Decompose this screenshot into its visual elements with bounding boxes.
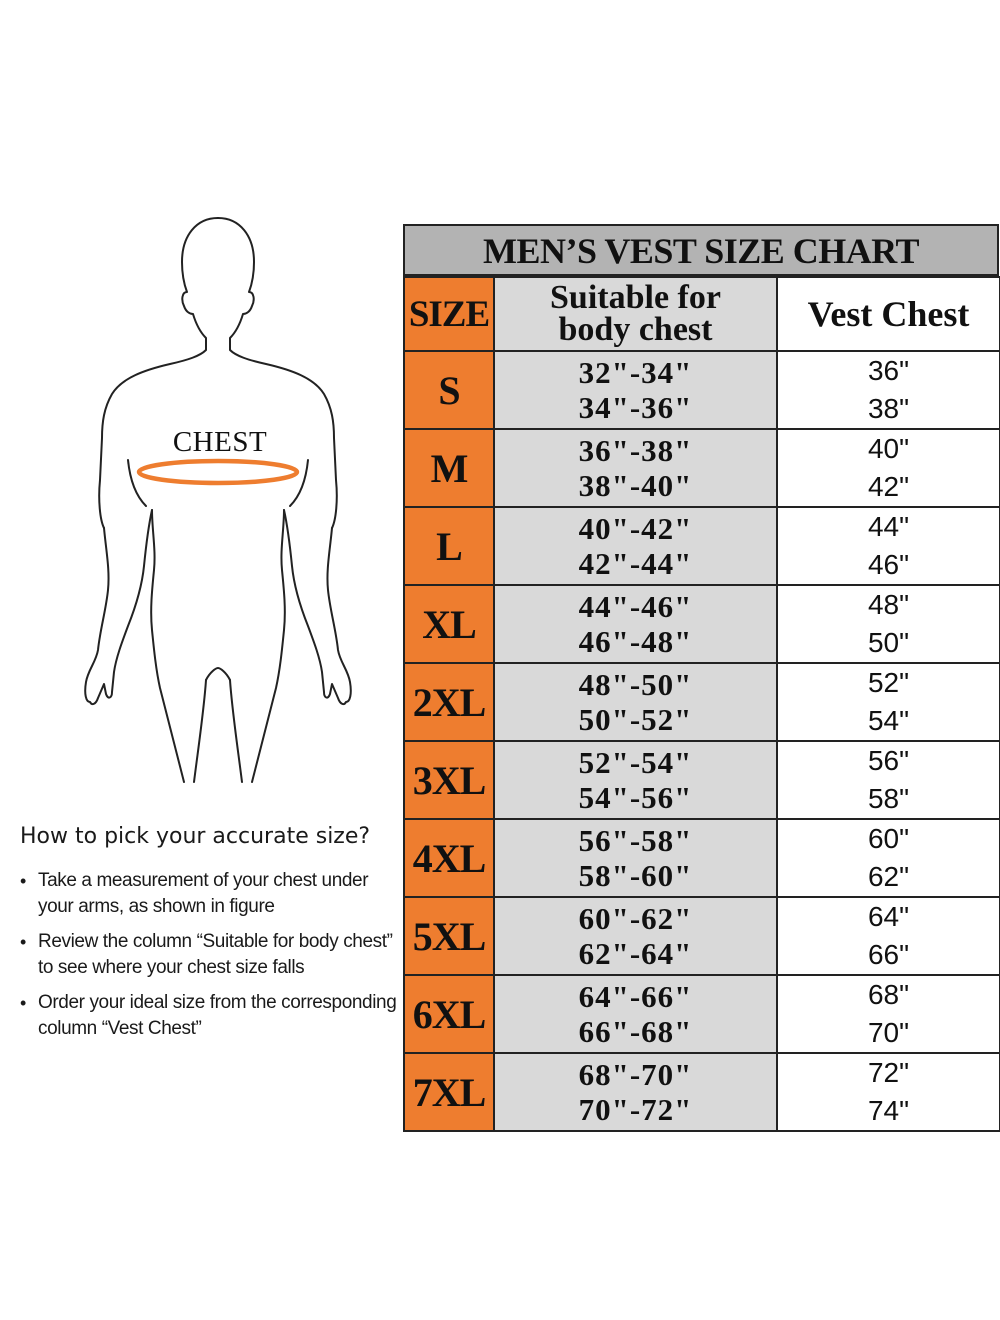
guide-list xyxy=(20,868,400,1051)
size-cell: 5XL xyxy=(404,897,494,975)
bullet-icon: • xyxy=(20,993,26,1013)
bullet-icon: • xyxy=(20,932,26,952)
size-cell: 2XL xyxy=(404,663,494,741)
vest-chest-cell: 60" 62" xyxy=(777,819,1000,897)
body-chest-cell: 32"-34" 34"-36" xyxy=(494,351,777,429)
body-chest-cell: 36"-38" 38"-40" xyxy=(494,429,777,507)
body-chest-cell: 56"-58" 58"-60" xyxy=(494,819,777,897)
size-table xyxy=(403,276,1000,1132)
size-cell: 4XL xyxy=(404,819,494,897)
size-cell: S xyxy=(404,351,494,429)
chart-title: MEN’S VEST SIZE CHART xyxy=(403,224,999,276)
body-chest-cell: 40"-42" 42"-44" xyxy=(494,507,777,585)
bullet-icon: • xyxy=(20,871,26,891)
table-row xyxy=(404,585,1000,663)
chest-measure-ring xyxy=(139,461,297,483)
vest-chest-cell: 52" 54" xyxy=(777,663,1000,741)
vest-chest-cell: 68" 70" xyxy=(777,975,1000,1053)
table-row xyxy=(404,897,1000,975)
chest-label: CHEST xyxy=(172,426,268,458)
vest-chest-cell: 44" 46" xyxy=(777,507,1000,585)
vest-chest-cell: 40" 42" xyxy=(777,429,1000,507)
table-row xyxy=(404,741,1000,819)
body-chest-cell: 60"-62" 62"-64" xyxy=(494,897,777,975)
header-row xyxy=(404,277,1000,351)
size-cell: 7XL xyxy=(404,1053,494,1131)
guide-title: How to pick your accurate size? xyxy=(20,824,371,849)
body-chest-cell: 48"-50" 50"-52" xyxy=(494,663,777,741)
table-row xyxy=(404,663,1000,741)
guide-step: • Review the column “Suitable for body chest” to see where your chest size falls xyxy=(20,931,393,978)
body-outline-figure xyxy=(60,210,390,800)
guide-step: • Take a measurement of your chest under your arms, as shown in figure xyxy=(20,870,369,917)
table-row xyxy=(404,819,1000,897)
table-row xyxy=(404,1053,1000,1131)
size-cell: 3XL xyxy=(404,741,494,819)
size-chart xyxy=(403,224,999,1132)
table-row xyxy=(404,975,1000,1053)
body-chest-cell: 64"-66" 66"-68" xyxy=(494,975,777,1053)
size-cell: L xyxy=(404,507,494,585)
header-vest-chest: Vest Chest xyxy=(777,277,1000,351)
body-chest-cell: 68"-70" 70"-72" xyxy=(494,1053,777,1131)
vest-chest-cell: 36" 38" xyxy=(777,351,1000,429)
size-cell: 6XL xyxy=(404,975,494,1053)
header-body-chest: Suitable for body chest xyxy=(494,277,777,351)
vest-chest-cell: 48" 50" xyxy=(777,585,1000,663)
header-size: SIZE xyxy=(404,277,494,351)
table-row xyxy=(404,351,1000,429)
table-row xyxy=(404,429,1000,507)
body-chest-cell: 44"-46" 46"-48" xyxy=(494,585,777,663)
vest-chest-cell: 64" 66" xyxy=(777,897,1000,975)
body-chest-cell: 52"-54" 54"-56" xyxy=(494,741,777,819)
size-cell: XL xyxy=(404,585,494,663)
size-cell: M xyxy=(404,429,494,507)
vest-chest-cell: 56" 58" xyxy=(777,741,1000,819)
table-row xyxy=(404,507,1000,585)
vest-chest-cell: 72" 74" xyxy=(777,1053,1000,1131)
guide-step: • Order your ideal size from the corresponding column “Vest Chest” xyxy=(20,992,397,1039)
